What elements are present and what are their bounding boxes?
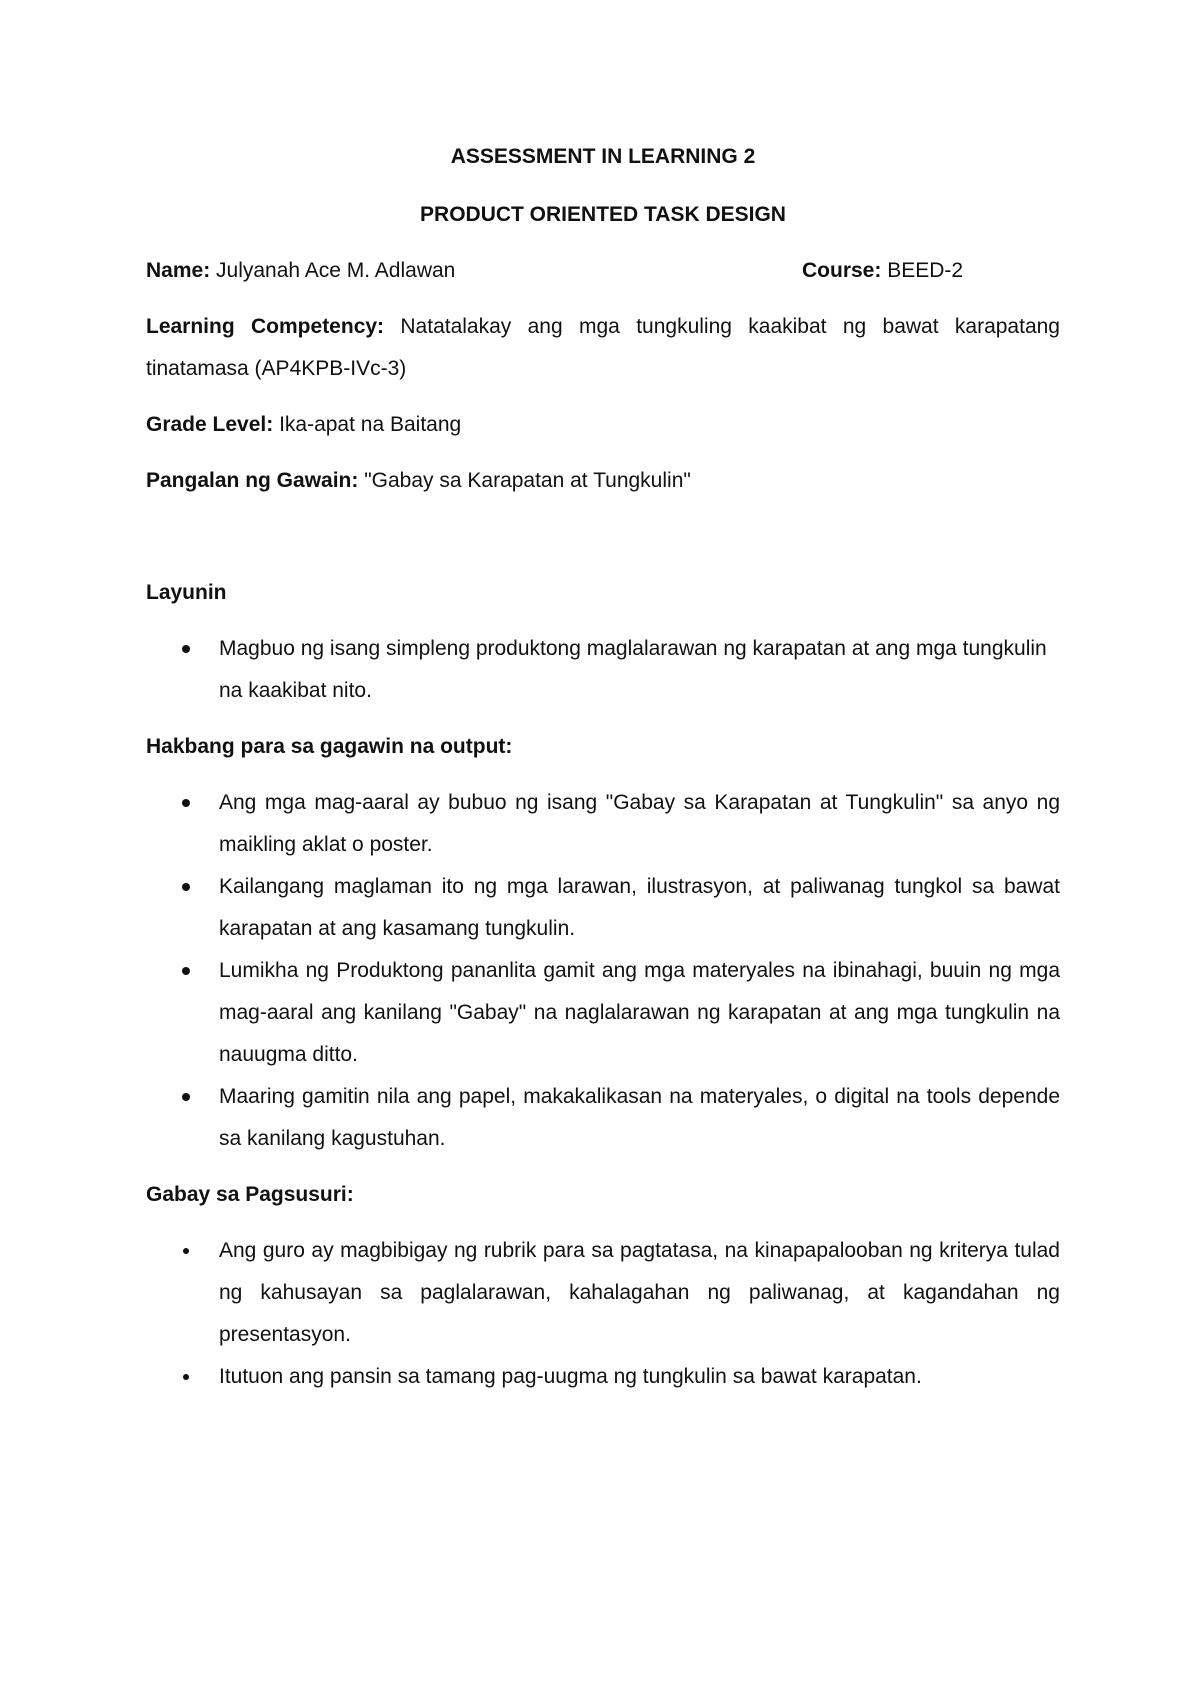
course-label: Course: <box>802 259 882 282</box>
list-item <box>146 866 1060 950</box>
document-subtitle: PRODUCT ORIENTED TASK DESIGN <box>420 203 786 226</box>
document-title: ASSESSMENT IN LEARNING 2 <box>450 145 756 168</box>
name-course-row <box>146 250 1060 292</box>
task-name-label: Pangalan ng Gawain: <box>146 469 359 492</box>
name-label: Name: <box>146 259 211 282</box>
course-value: BEED-2 <box>881 259 964 282</box>
list-item-text: Lumikha ng Produktong pananlita gamit ang mga materyales na ibinahagi, buuin ng mga mag-aaral ang kanilang "Gabay" na naglalarawan ng karapatan at ang mga tungkulin na nauugma ditto. <box>219 959 1060 1066</box>
list-item-text: Maaring gamitin nila ang papel, makakalikasan na materyales, o digital na tools depende sa kanilang kagustuhan. <box>219 1085 1060 1150</box>
hakbang-heading: Hakbang para sa gagawin na output: <box>146 735 513 758</box>
section-spacer <box>146 516 1060 572</box>
list-item-text: Ang mga mag-aaral ay bubuo ng isang "Gabay sa Karapatan at Tungkulin" sa anyo ng maikling aklat o poster. <box>219 791 1060 856</box>
list-item-text: Itutuon ang pansin sa tamang pag-uugma ng tungkulin sa bawat karapatan. <box>219 1365 922 1388</box>
list-item <box>146 1076 1060 1160</box>
list-item <box>146 950 1060 1076</box>
grade-level-field <box>146 404 1060 446</box>
grade-level-label: Grade Level: <box>146 413 274 436</box>
competency-label: Learning Competency: <box>146 315 385 338</box>
task-name-field <box>146 460 1060 502</box>
layunin-heading: Layunin <box>146 581 227 604</box>
list-item-text: Ang guro ay magbibigay ng rubrik para sa pagtatasa, na kinapapalooban ng kriterya tulad ng kahusayan sa paglalarawan, kahalagahan ng paliwanag, at kagandahan ng presentasyon. <box>219 1239 1060 1346</box>
competency-value: Natatalakay ang mga tungkuling kaakibat ng bawat karapatang tinatamasa (AP4KPB-IVc-3) <box>146 315 1060 380</box>
course-field <box>802 250 963 292</box>
pagsusuri-list <box>146 1230 1060 1398</box>
hakbang-list <box>146 782 1060 1160</box>
layunin-list <box>146 628 1060 712</box>
name-value: Julyanah Ace M. Adlawan <box>210 259 456 282</box>
document-content <box>146 136 1060 1412</box>
competency-field <box>146 306 1060 390</box>
grade-level-value: Ika-apat na Baitang <box>273 413 462 436</box>
name-field <box>146 259 455 282</box>
list-item-text: Kailangang maglaman ito ng mga larawan, ilustrasyon, at paliwanag tungkol sa bawat karapatan at ang kasamang tungkulin. <box>219 875 1060 940</box>
list-item <box>146 628 1060 712</box>
list-item <box>146 1356 1060 1398</box>
pagsusuri-heading: Gabay sa Pagsusuri: <box>146 1183 354 1206</box>
list-item <box>146 782 1060 866</box>
list-item-text: Magbuo ng isang simpleng produktong maglalarawan ng karapatan at ang mga tungkulin na kaakibat nito. <box>219 637 1047 702</box>
task-name-value: "Gabay sa Karapatan at Tungkulin" <box>358 469 691 492</box>
list-item <box>146 1230 1060 1356</box>
